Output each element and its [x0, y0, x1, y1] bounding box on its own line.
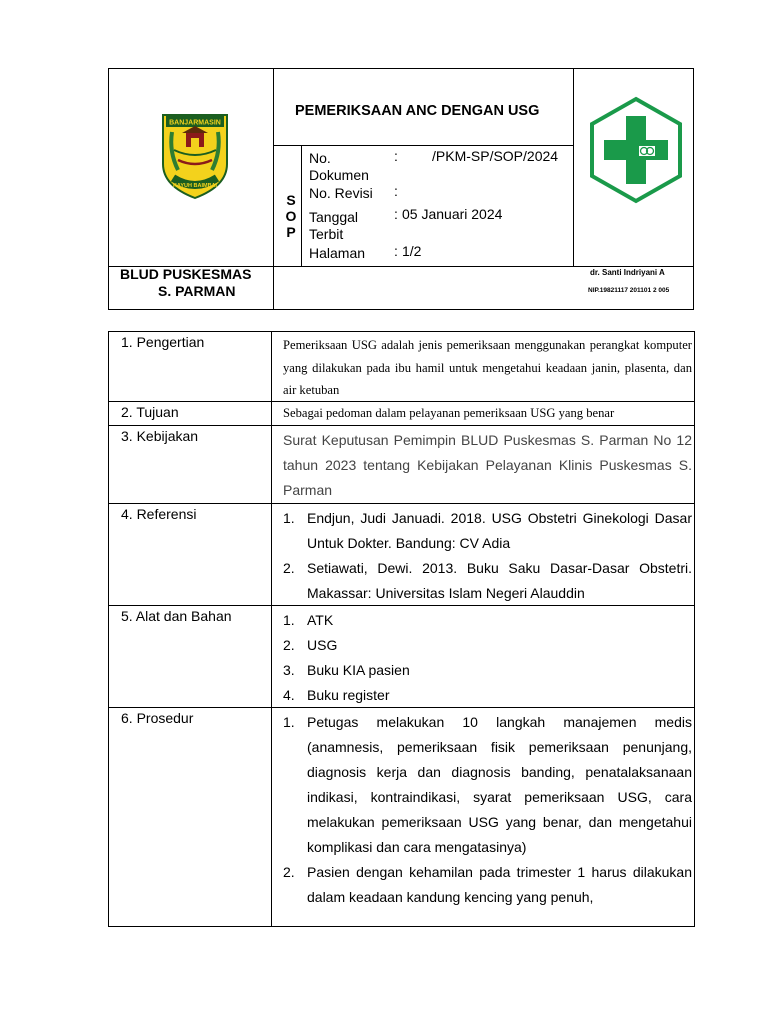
organization-name-line1: BLUD PUSKESMAS: [120, 266, 252, 282]
field-sep-no-dokumen: :: [394, 148, 398, 164]
header-divider-right: [573, 68, 574, 266]
label-tujuan: 2. Tujuan: [108, 402, 272, 425]
field-label-tanggal-terbit: Tanggal Terbit: [309, 209, 359, 242]
header-border-bottom: [108, 309, 694, 310]
list-item: 2. Setiawati, Dewi. 2013. Buku Saku Dasar-Dasar Obstetri. Makassar: Universitas Islam Negeri Alauddin: [283, 560, 692, 601]
field-value-tanggal-terbit: 05 Januari 2024: [402, 206, 503, 222]
signer-nip: NIP.19821117 201101 2 005: [588, 287, 670, 294]
header-border-left: [108, 68, 109, 310]
field-label-halaman: Halaman: [309, 245, 366, 261]
header-border-right: [693, 68, 694, 310]
field-value-halaman: 1/2: [402, 243, 422, 259]
list-item: 4. Buku register: [283, 687, 390, 703]
signer-name: dr. Santi Indriyani A: [590, 268, 665, 277]
text-tujuan: Sebagai pedoman dalam pelayanan pemeriksaan USG yang benar: [272, 402, 695, 425]
document-title: PEMERIKSAAN ANC DENGAN USG: [295, 103, 540, 119]
list-item: 1. ATK: [283, 612, 334, 628]
text-pengertian: Pemeriksaan USG adalah jenis pemeriksaan menggunakan perangkat komputer yang dilakukan pada ibu hamil untuk mengetahui keadaan janin, plasenta, dan air ketuban: [272, 332, 695, 401]
sop-letter-s: S: [286, 192, 296, 208]
row-referensi: [108, 504, 695, 606]
list-item: 3. Buku KIA pasien: [283, 662, 410, 678]
list-item: 2. USG: [283, 637, 338, 653]
field-label-no-dokumen: No. Dokumen: [309, 150, 369, 183]
list-item: 1. Endjun, Judi Januadi. 2018. USG Obstetri Ginekologi Dasar Untuk Dokter. Bandung: CV Adia: [283, 510, 692, 551]
text-kebijakan: Surat Keputusan Pemimpin BLUD Puskesmas S. Parman No 12 tahun 2023 tentang Kebijakan Pelayanan Klinis Puskesmas S. Parman: [272, 426, 695, 503]
banjarmasin-emblem-icon: [160, 112, 230, 200]
sop-body-table: [108, 331, 695, 927]
header-border-top: [108, 68, 694, 69]
puskesmas-logo-icon: [588, 96, 684, 204]
list-alat-bahan: [272, 606, 695, 707]
list-item: 2. Pasien dengan kehamilan pada trimester 1 harus dilakukan dalam keadaan kandung kencing yang penuh,: [283, 864, 692, 905]
row-pengertian: [108, 331, 695, 402]
row-alat-bahan: [108, 606, 695, 708]
field-label-no-revisi: No. Revisi: [309, 185, 373, 201]
field-sep-no-revisi: :: [394, 183, 398, 199]
header-divider-left: [273, 68, 274, 310]
list-prosedur: [272, 708, 695, 926]
field-value-no-dokumen: /PKM-SP/SOP/2024: [432, 148, 559, 164]
field-sep-halaman: :: [394, 243, 398, 259]
emblem-bottom-text: KAYUH BAIMBAI: [172, 183, 218, 189]
sop-letter-p: P: [286, 224, 296, 240]
list-item: 1. Petugas melakukan 10 langkah manajemen medis (anamnesis, pemeriksaan fisik pemeriksaan penunjang, diagnosis kerja dan diagnosis banding, penatalaksanaan indikasi, kontraindikasi, syarat pemeriksaan USG, cara melakukan pemeriksaan USG yang benar, dan mengetahui komplikasi dan cara mengatasinya): [283, 714, 692, 855]
row-kebijakan: [108, 426, 695, 504]
row-tujuan: [108, 402, 695, 426]
label-pengertian: 1. Pengertian: [108, 332, 272, 401]
row-prosedur: [108, 708, 695, 927]
label-referensi: 4. Referensi: [108, 504, 272, 605]
organization-name-line2: S. PARMAN: [158, 283, 236, 299]
label-kebijakan: 3. Kebijakan: [108, 426, 272, 503]
list-referensi: [272, 504, 695, 605]
sop-vertical-label: [284, 192, 298, 240]
label-alat-bahan: 5. Alat dan Bahan: [108, 606, 272, 707]
header-sop-divider: [301, 145, 302, 266]
header-title-divider: [273, 145, 573, 146]
sop-header: [108, 68, 694, 310]
emblem-top-text: BANJARMASIN: [169, 119, 221, 127]
label-prosedur: 6. Prosedur: [108, 708, 272, 926]
field-sep-tanggal-terbit: :: [394, 206, 398, 222]
sop-letter-o: O: [285, 208, 297, 224]
